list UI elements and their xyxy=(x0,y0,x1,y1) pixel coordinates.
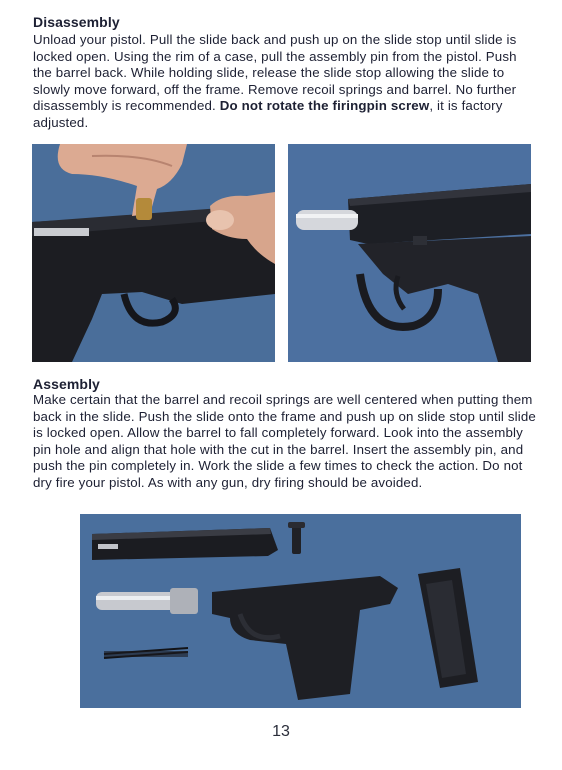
photo-slide-locked-open xyxy=(288,144,531,362)
assembly-heading: Assembly xyxy=(33,376,100,392)
photo-removing-assembly-pin xyxy=(32,144,275,362)
disassembly-text xyxy=(33,32,537,132)
firing-pin-warning-tail: , it is factory adjusted. xyxy=(33,98,503,130)
disassembly-paragraph: Unload your pistol. Pull the slide back and push up on the slide stop until slide is locked open. Using the rim of a case, pull the assembly pin from the pistol. Push the barrel back. While holding slide, release the slide stop allowing the slide to slowly move forward, off the frame. Remove recoil springs and barrel. No further disassembly is recommended. xyxy=(33,32,517,114)
page-number: 13 xyxy=(272,723,290,740)
assembly-text: Make certain that the barrel and recoil springs are well centered when putting them back in the slide. Push the slide onto the frame and push up on slide stop until slide is locked open. Allow the barrel to fall completely forward. Look into the assembly pin hole and align that hole with the cut in the barrel. Insert the assembly pin, and push the pin completely in. Work the slide a few times to check the action. Do not dry fire your pistol. As with any gun, dry firing should be avoided. xyxy=(33,392,536,490)
photo-field-stripped-parts xyxy=(80,514,521,708)
firing-pin-warning: Do not rotate the firingpin screw xyxy=(219,98,430,114)
disassembly-heading: Disassembly xyxy=(33,14,120,30)
